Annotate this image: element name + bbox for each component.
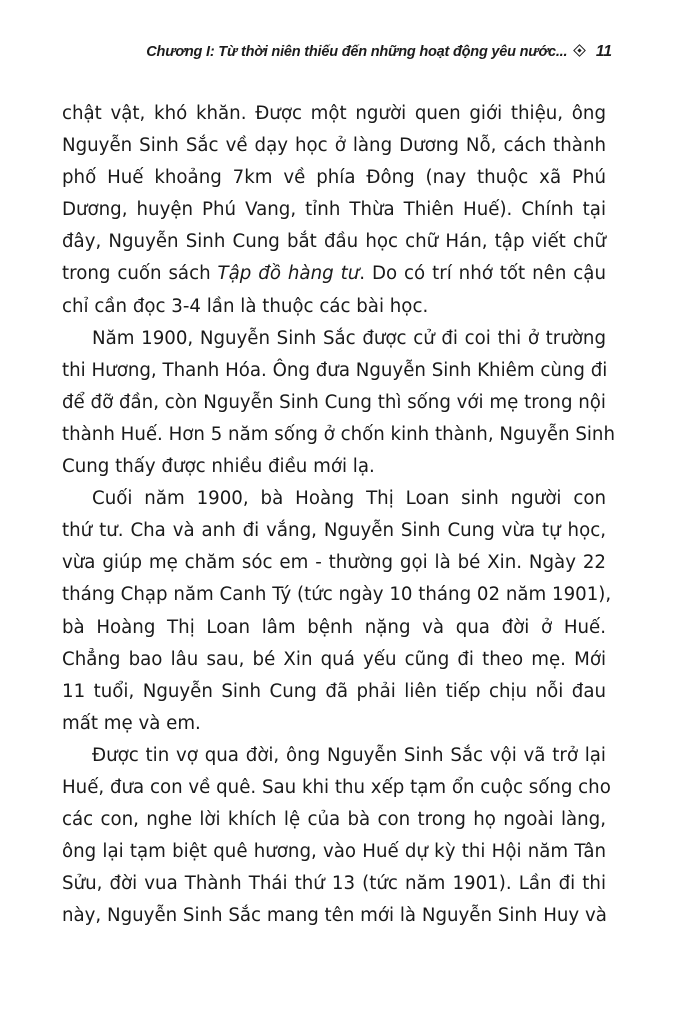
text-line: chỉ cần đọc 3-4 lần là thuộc các bài học. — [62, 295, 429, 317]
text-line: để đỡ đần, còn Nguyễn Sinh Cung thì sống với mẹ trong nội — [62, 391, 606, 413]
book-title: Tập đồ hàng tư — [217, 263, 360, 285]
text-line: Cung thấy được nhiều điều mới lạ. — [62, 456, 375, 478]
text-line: 11 tuổi, Nguyễn Sinh Cung đã phải liên tiếp chịu nỗi đau — [62, 680, 606, 702]
text-line: này, Nguyễn Sinh Sắc mang tên mới là Nguyễn Sinh Huy và — [62, 905, 607, 927]
text-line: Chẳng bao lâu sau, bé Xin quá yếu cũng đi theo mẹ. Mới — [62, 648, 606, 670]
text-line: đây, Nguyễn Sinh Cung bắt đầu học chữ Hán, tập viết chữ — [62, 231, 606, 253]
text-line: thứ tư. Cha và anh đi vắng, Nguyễn Sinh Cung vừa tự học, — [62, 520, 606, 542]
text-line: bà Hoàng Thị Loan lâm bệnh nặng và qua đời ở Huế. — [62, 616, 606, 638]
text-line: Được tin vợ qua đời, ông Nguyễn Sinh Sắc vội vã trở lại — [92, 744, 606, 766]
running-head — [146, 44, 608, 60]
text-line — [62, 258, 606, 290]
diamond-ornament-icon — [573, 44, 586, 57]
body-text — [62, 98, 615, 932]
text-line: thành Huế. Hơn 5 năm sống ở chốn kinh thành, Nguyễn Sinh — [62, 423, 615, 445]
page-number: 11 — [595, 43, 612, 60]
text-line: phố Huế khoảng 7km về phía Đông (nay thuộc xã Phú — [62, 167, 606, 189]
text-line: Năm 1900, Nguyễn Sinh Sắc được cử đi coi thi ở trường — [92, 327, 606, 349]
text-line: vừa giúp mẹ chăm sóc em - thường gọi là bé Xin. Ngày 22 — [62, 552, 606, 574]
text-line: Huế, đưa con về quê. Sau khi thu xếp tạm ổn cuộc sống cho — [62, 776, 611, 798]
text-line: Dương, huyện Phú Vang, tỉnh Thừa Thiên Huế). Chính tại — [62, 199, 606, 221]
text-line: Sửu, đời vua Thành Thái thứ 13 (tức năm 1901). Lần đi thi — [62, 873, 606, 895]
text-line: ông lại tạm biệt quê hương, vào Huế dự kỳ thi Hội năm Tân — [62, 841, 606, 863]
text-line: Cuối năm 1900, bà Hoàng Thị Loan sinh người con — [92, 488, 606, 510]
text-line: chật vật, khó khăn. Được một người quen giới thiệu, ông — [62, 103, 606, 124]
text-line: Nguyễn Sinh Sắc về dạy học ở làng Dương Nỗ, cách thành — [62, 135, 606, 157]
text-segment: trong cuốn sách — [62, 263, 218, 285]
text-line: thi Hương, Thanh Hóa. Ông đưa Nguyễn Sinh Khiêm cùng đi — [62, 359, 608, 381]
text-line: tháng Chạp năm Canh Tý (tức ngày 10 tháng 02 năm 1901), — [62, 584, 612, 606]
text-segment: . Do có trí nhớ tốt nên cậu — [359, 263, 606, 285]
text-line: các con, nghe lời khích lệ của bà con trong họ ngoài làng, — [62, 809, 606, 831]
chapter-title: Chương I: Từ thời niên thiếu đến những hoạt động yêu nước... — [146, 44, 568, 60]
text-line: mất mẹ và em. — [62, 712, 201, 734]
